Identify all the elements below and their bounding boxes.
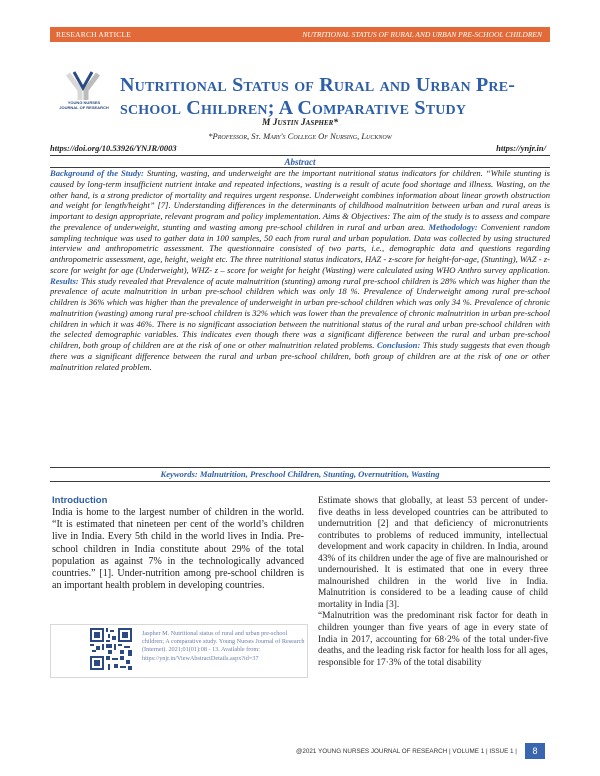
paper-title: Nutritional Status of Rural and Urban Pre-school Children; A Comparative Study — [120, 74, 516, 119]
methodology-text: Convenient random sampling technique was used to gather data in 100 samples, 50 each from rural and urban population. Data was collected by using structured interview and anthropometric assessment. The questionnaire consisted of two parts, i.e., demographic data and questions regarding anthropometric assessment, age, height, weight etc. The three nutritional status indicators, HAZ - z-score for height-for-age, (Stunting), WAZ - z-score for weight for age (Underweight), WHZ- z – score for weight for height (Wasting) were calculated using WHO Anthro survey application. — [50, 221, 550, 275]
doi-link[interactable]: https://doi.org/10.53926/YNJR/0003 — [50, 143, 177, 153]
journal-site-link[interactable]: https://ynjr.in/ — [496, 143, 546, 153]
conclusion-text: This study suggests that even though there was a significant difference between the rural and urban pre-school children, both group of children are at the risk of one or other malnutrition related problem. — [50, 340, 550, 372]
background-text: Stunting, wasting, and underweight are the important nutritional status indicators for children. “While stunting is caused by long-term insufficient nutrient intake and repeated infections, wasting is a result of acute food shortage and illness. Wasting, on the other hand, is a strong predictor of mortality and requires urgent response. Underweight combines information about linear growth obstruction and weight for length/height” [7]. Understanding differences in the determinants of childhood malnutrition between urban and rural areas is important to design appropriate, relevant program and policy implementation. Aims & Objectives: The aim of the study is to assess and compare the prevalence of underweight, stunting and wasting among pre-school children in rural and urban area. — [50, 168, 550, 232]
divider — [50, 155, 550, 156]
qr-code-icon[interactable] — [90, 628, 132, 670]
logo-line-2: JOURNAL OF RESEARCH — [59, 105, 109, 110]
logo-line-1: YOUNG NURSES — [67, 100, 101, 105]
page-number: 8 — [525, 743, 545, 759]
running-title: NUTRITIONAL STATUS OF RURAL AND URBAN PRE-SCHOOL CHILDREN — [302, 30, 542, 39]
citation-text: Jaspher M. Nutritional status of rural and urban pre-school children; A comparative study. Young Nurses Journal of Research (Internet). 2021;01(01):08 - 13. Available from: https://ynjr.in/ViewAbstractDetails.aspx?id=37 — [142, 630, 305, 662]
background-label: Background of the Study: — [50, 168, 144, 178]
results-text: This study revealed that Prevalence of acute malnutrition (stunting) among rural pre-school children is 28% which was higher than the prevalence of acute malnutrition in urban pre-school children which was only 18 %. Prevalence of Underweight among rural pre-school children is 36% which was higher than the prevalence of underweight in urban pre-school children which was only 34 %. Prevalence of chronic malnutrition (wasting) among rural pre-school children is 32% which was lower than the prevalence of chronic malnutrition in urban pre-school children in which it was 46%. There is no significant association between the nutritional status of the rural and urban pre-school children with the selected demographic variables. This indicates even though there was a significant difference between the rural and urban pre-school children, both group of children are at the risk of one or other malnutrition related problems. — [50, 275, 550, 350]
conclusion-label: Conclusion: — [376, 340, 421, 350]
affiliation: *Professor, St. Mary's College Of Nursing, Lucknow — [208, 131, 392, 141]
logo-text — [56, 100, 112, 110]
article-type-tag: RESEARCH ARTICLE — [56, 30, 132, 39]
right-paragraph-2: “Malnutrition was the predominant risk factor for death in children younger than five years of age in every state of India in 2017, accounting for 68·2% of the total under-five deaths, and the leading risk factor for health loss for all ages, responsible for 17·3% of the total disability — [318, 611, 548, 668]
divider — [50, 481, 550, 482]
introduction-heading: Introduction — [52, 495, 108, 506]
header-bar — [50, 27, 550, 42]
abstract-heading: Abstract — [284, 157, 316, 167]
introduction-left-text: India is home to the largest number of children in the world. “It is estimated that nineteen per cent of the world’s children live in India. Every 5th child in the world lives in India. Pre-school children in India constitute about 29% of the total population as against 7% in the technologically advanced countries.” [1]. Under-nutrition among pre-school children is an important health problem in developing countries. — [52, 507, 304, 592]
introduction-right-column — [318, 496, 548, 750]
footer-text: @2021 YOUNG NURSES JOURNAL OF RESEARCH | VOLUME 1 | ISSUE 1 | — [296, 748, 517, 755]
author: M Justin Jaspher* — [261, 118, 339, 128]
right-paragraph-1: Estimate shows that globally, at least 53 percent of under-five deaths in less developed countries can be attributed to undernutrition [2] and that deficiency of micronutrients contributes to problems of reduced immunity, intellectual development and work capacity in children. In India, around 43% of its children under the age of five are malnourished or undernourished. It is estimated that one in every three malnourished children in the world live in India. Malnutrition is considered to be a leading cause of child mortality in India [3]. — [318, 496, 548, 610]
keywords: Keywords: Malnutrition, Preschool Children, Stunting, Overnutrition, Wasting — [160, 469, 440, 479]
methodology-label: Methodology: — [428, 221, 478, 232]
results-label: Results: — [50, 275, 79, 286]
divider — [50, 467, 550, 468]
abstract-body — [50, 168, 550, 372]
